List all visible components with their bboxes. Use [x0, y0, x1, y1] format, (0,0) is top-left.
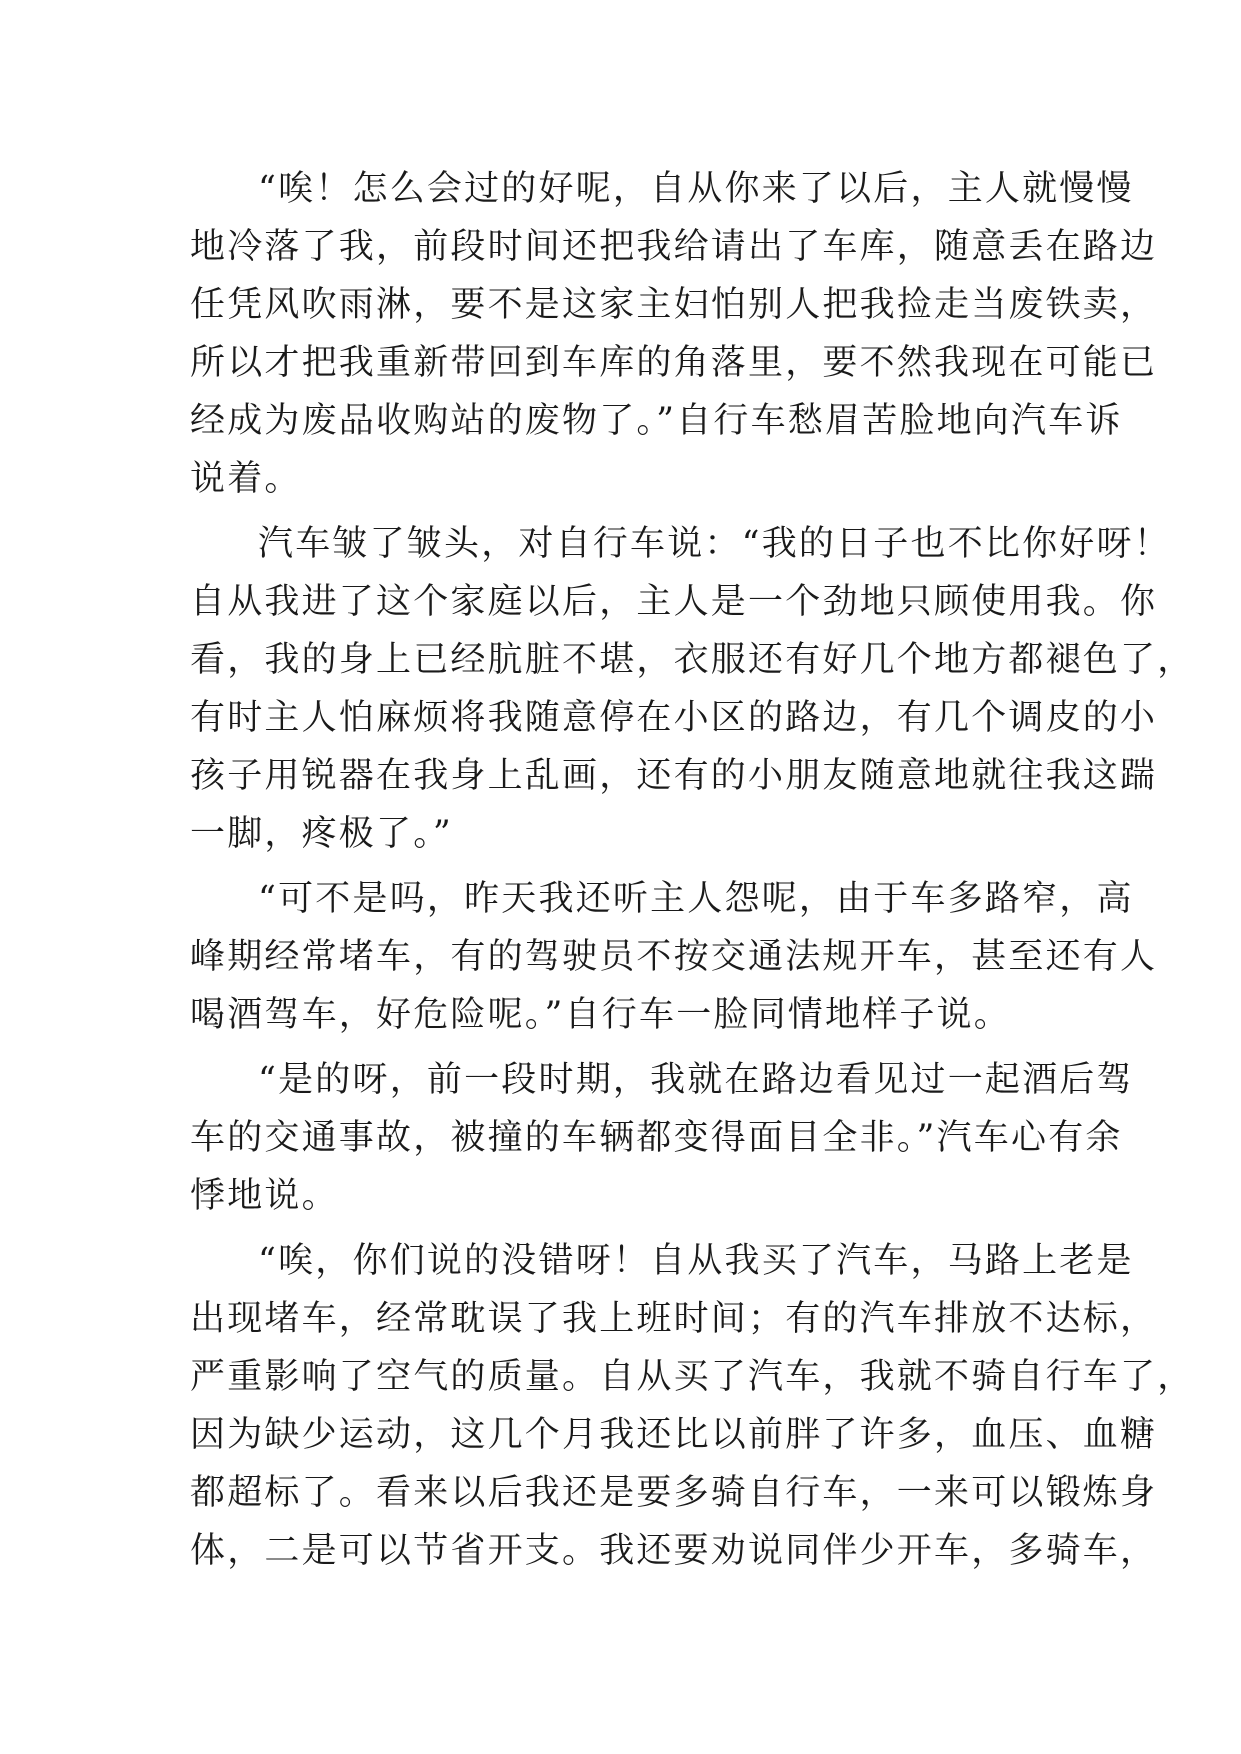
text-line: 都超标了。看来以后我还是要多骑自行车，一来可以锻炼身: [190, 1473, 1158, 1513]
text-line: 悸地说。: [190, 1176, 339, 1216]
text-line: “是的呀，前一段时期，我就在路边看见过一起酒后驾: [258, 1060, 1134, 1100]
text-line: 喝酒驾车，好危险呢。”自行车一脸同情地样子说。: [190, 995, 1011, 1035]
text-line: 地冷落了我，前段时间还把我给请出了车库，随意丢在路边: [190, 227, 1158, 267]
text-line: 自从我进了这个家庭以后，主人是一个劲地只顾使用我。你: [190, 582, 1158, 622]
text-line: 峰期经常堵车，有的驾驶员不按交通法规开车，甚至还有人: [190, 937, 1158, 977]
text-line: 有时主人怕麻烦将我随意停在小区的路边，有几个调皮的小: [190, 698, 1158, 738]
text-line: 说着。: [190, 459, 302, 499]
text-line: “唉！怎么会过的好呢，自从你来了以后，主人就慢慢: [258, 169, 1134, 209]
text-line: 因为缺少运动，这几个月我还比以前胖了许多，血压、血糖: [190, 1415, 1158, 1455]
text-line: 看，我的身上已经肮脏不堪，衣服还有好几个地方都褪色了，: [190, 640, 1195, 680]
text-line: 车的交通事故，被撞的车辆都变得面目全非。”汽车心有余: [190, 1118, 1123, 1158]
text-line: 严重影响了空气的质量。自从买了汽车，我就不骑自行车了，: [190, 1357, 1195, 1397]
text-line: 经成为废品收购站的废物了。”自行车愁眉苦脸地向汽车诉: [190, 401, 1123, 441]
text-line: 孩子用锐器在我身上乱画，还有的小朋友随意地就往我这踹: [190, 756, 1158, 796]
text-line: 汽车皱了皱头，对自行车说：“我的日子也不比你好呀！: [258, 524, 1171, 564]
text-line: “唉，你们说的没错呀！自从我买了汽车，马路上老是: [258, 1241, 1134, 1281]
text-line: 出现堵车，经常耽误了我上班时间；有的汽车排放不达标，: [190, 1299, 1158, 1339]
text-line: “可不是吗，昨天我还听主人怨呢，由于车多路窄，高: [258, 879, 1134, 919]
text-line: 任凭风吹雨淋，要不是这家主妇怕别人把我捡走当废铁卖，: [190, 285, 1158, 325]
text-line: 体，二是可以节省开支。我还要劝说同伴少开车，多骑车，: [190, 1531, 1158, 1571]
text-line: 一脚，疼极了。”: [190, 814, 453, 854]
text-line: 所以才把我重新带回到车库的角落里，要不然我现在可能已: [190, 343, 1158, 383]
